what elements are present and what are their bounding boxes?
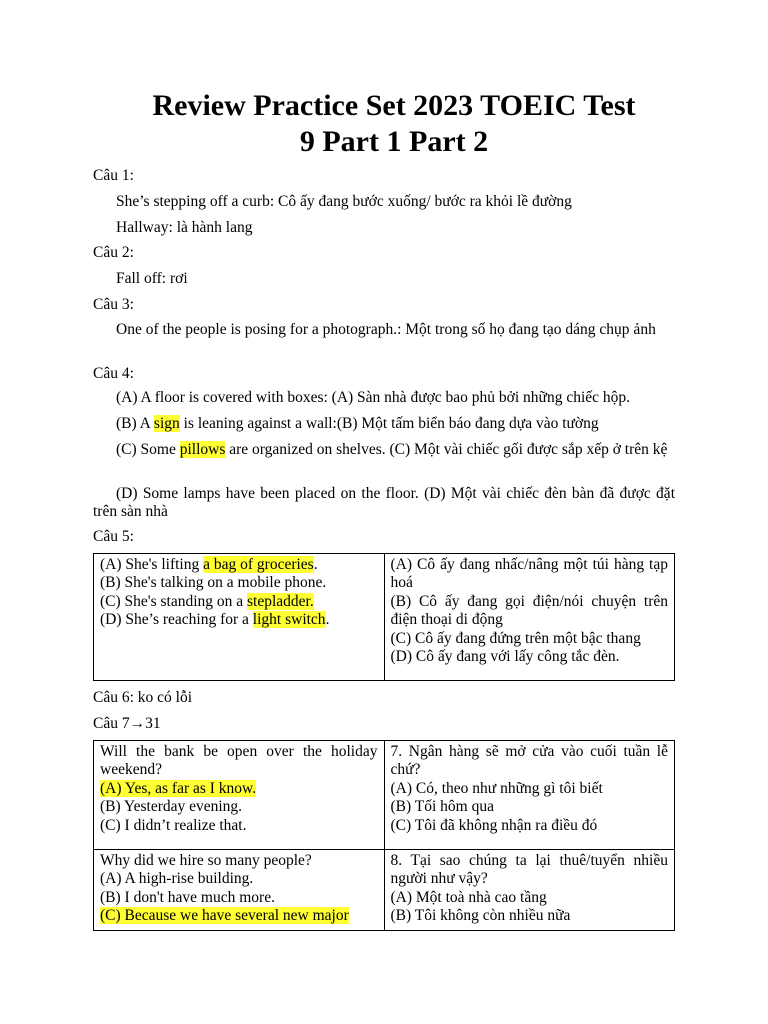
cau5-vietnamese-cell: (A) Cô ấy đang nhấc/nâng một túi hàng tạp hoá (B) Cô ấy đang gọi điện/nói chuyện trên điện thoại di động (C) Cô ấy đang đứng trên một bậc thang (D) Cô ấy đang với lấy công tắc đèn. bbox=[384, 554, 675, 681]
cau5-table bbox=[93, 553, 675, 681]
cau5-label: Câu 5: bbox=[93, 528, 134, 545]
table-row bbox=[94, 850, 675, 931]
cau3-line1: One of the people is posing for a photograph.: Một trong số họ đang tạo dáng chụp ảnh bbox=[116, 321, 656, 338]
cau1-line2: Hallway: là hành lang bbox=[116, 219, 253, 236]
cau2-label: Câu 2: bbox=[93, 244, 134, 261]
cau4-option-c: (C) Some pillows are organized on shelves. (C) Một vài chiếc gối được sắp xếp ở trên kệ bbox=[116, 441, 668, 458]
cau4-label: Câu 4: bbox=[93, 365, 134, 382]
highlight: pillows bbox=[179, 441, 226, 458]
cau1-line1: She’s stepping off a curb: Cô ấy đang bước xuống/ bước ra khỏi lề đường bbox=[116, 193, 572, 210]
highlight: (C) Because we have several new major bbox=[100, 907, 349, 925]
document-title bbox=[93, 88, 675, 160]
title-line-2: 9 Part 1 Part 2 bbox=[299, 125, 489, 158]
cau6-label: Câu 6: ko có lỗi bbox=[93, 689, 193, 706]
q7-english-cell: Will the bank be open over the holiday weekend? (A) Yes, as far as I know. (B) Yesterday evening. (C) I didn’t realize that. bbox=[94, 741, 385, 850]
highlight: stepladder. bbox=[247, 592, 314, 610]
cau4-option-b: (B) A sign is leaning against a wall:(B) Một tấm biển báo đang dựa vào tường bbox=[116, 415, 599, 432]
highlight: (A) Yes, as far as I know. bbox=[100, 779, 257, 797]
cau1-label: Câu 1: bbox=[93, 167, 134, 184]
highlight: light switch bbox=[252, 611, 326, 629]
q8-english-cell: Why did we hire so many people? (A) A high-rise building. (B) I don't have much more. (C) Because we have several new major bbox=[94, 850, 385, 931]
cau5-english-cell: (A) She's lifting a bag of groceries. (B) She's talking on a mobile phone. (C) She's standing on a stepladder. (D) She’s reaching for a light switch. bbox=[94, 554, 385, 681]
questions-table-wrap bbox=[93, 740, 675, 931]
table-row bbox=[94, 741, 675, 850]
cau2-line1: Fall off: rơi bbox=[116, 270, 188, 287]
cau7-31-label: Câu 7→31 bbox=[93, 715, 161, 732]
questions-table bbox=[93, 740, 675, 931]
highlight: sign bbox=[153, 415, 180, 432]
cau5-table-wrap bbox=[93, 553, 675, 681]
cau4-option-a: (A) A floor is covered with boxes: (A) Sàn nhà được bao phủ bởi những chiếc hộp. bbox=[116, 389, 631, 406]
cau3-label: Câu 3: bbox=[93, 296, 134, 313]
highlight: a bag of groceries bbox=[203, 556, 314, 573]
cau4-option-d: (D) Some lamps have been placed on the floor. (D) Một vài chiếc đèn bàn đã được đặt trên sàn nhà bbox=[93, 485, 675, 520]
q7-vietnamese-cell: 7. Ngân hàng sẽ mở cửa vào cuối tuần lễ chứ? (A) Có, theo như những gì tôi biết (B) Tối hôm qua (C) Tôi đã không nhận ra điều đó bbox=[384, 741, 675, 850]
title-line-1: Review Practice Set 2023 TOEIC Test bbox=[152, 89, 636, 122]
q8-vietnamese-cell: 8. Tại sao chúng ta lại thuê/tuyển nhiều người như vậy? (A) Một toà nhà cao tầng (B) Tôi không còn nhiều nữa bbox=[384, 850, 675, 931]
